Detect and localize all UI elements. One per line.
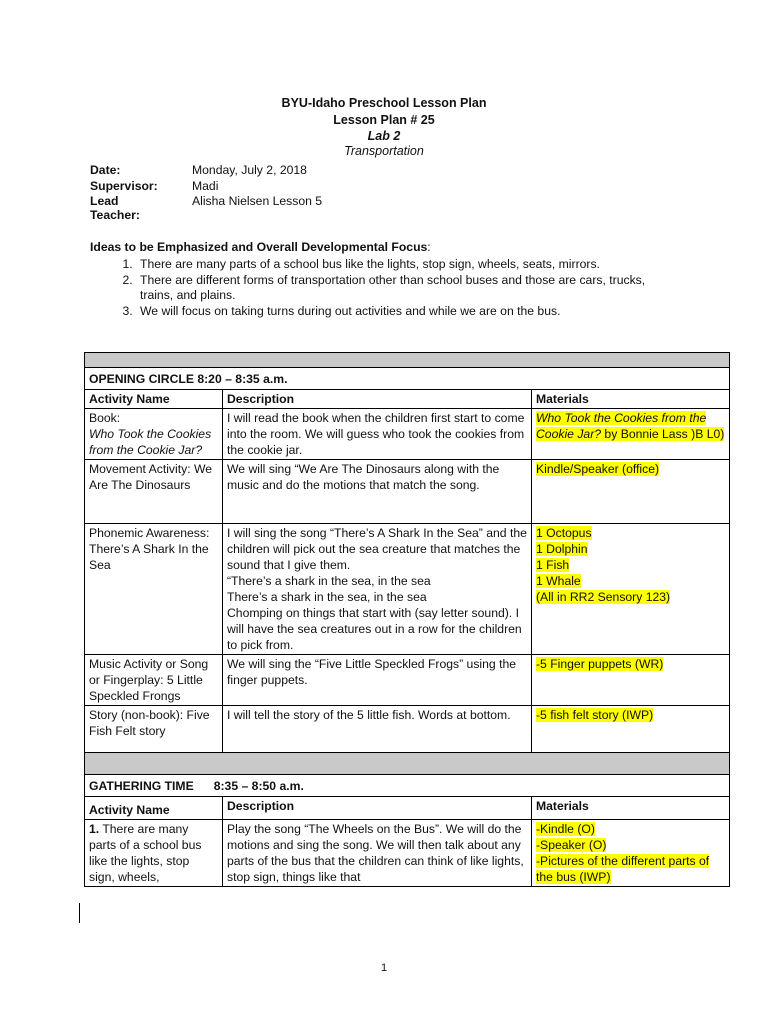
section-title: OPENING CIRCLE 8:20 – 8:35 a.m. xyxy=(85,368,730,390)
description-cell: I will sing the song “There’s A Shark In the Sea” and the children will pick out the sea creature that matches the sound that I give them. “There’s a shark in the sea, in the sea There’s a shark in the sea, in the sea Chomping on things that start with (say letter sound). I will have the sea creatures out in a row for the children to pick from. xyxy=(223,524,532,655)
materials-cell: Kindle/Speaker (office) xyxy=(532,460,730,524)
document-title: BYU-Idaho Preschool Lesson Plan xyxy=(281,96,487,110)
section-title: GATHERING TIME 8:35 – 8:50 a.m. xyxy=(85,775,730,797)
col-materials: Materials xyxy=(532,390,730,409)
meta-label: Lead Teacher: xyxy=(90,194,140,222)
section-band xyxy=(85,353,730,368)
activity-cell: Book: Who Took the Cookies from the Cookie Jar? xyxy=(85,409,223,460)
lab-label: Lab 2 xyxy=(367,129,401,143)
table-row xyxy=(85,409,730,460)
page-number: 1 xyxy=(380,962,388,974)
table-row xyxy=(85,820,730,887)
activity-cell: Movement Activity: We Are The Dinosaurs xyxy=(85,460,223,524)
opening-circle-header xyxy=(85,368,730,390)
column-header-row xyxy=(85,390,730,409)
idea-item: 2. There are different forms of transportation other than school buses and those are cars, trucks, trains, and plains. xyxy=(136,273,680,304)
materials-cell: -Kindle (O) -Speaker (O) -Pictures of the different parts of the bus (IWP) xyxy=(532,820,730,887)
table-row xyxy=(85,655,730,706)
ideas-list xyxy=(90,257,680,319)
activity-cell: Music Activity or Song or Fingerplay: 5 Little Speckled Frongs xyxy=(85,655,223,706)
table-row xyxy=(85,706,730,753)
gathering-time-header xyxy=(85,775,730,797)
meta-label: Date: xyxy=(90,163,121,177)
materials-cell: Who Took the Cookies from the Cookie Jar? by Bonnie Lass )B L0) xyxy=(532,409,730,460)
col-description: Description xyxy=(223,390,532,409)
description-cell: We will sing “We Are The Dinosaurs along with the music and do the motions that match the song. xyxy=(223,460,532,524)
idea-item: 3. We will focus on taking turns during out activities and while we are on the bus. xyxy=(136,304,680,320)
activity-cell: 1. There are many parts of a school bus like the lights, stop sign, wheels, xyxy=(85,820,223,887)
ideas-heading: Ideas to be Emphasized and Overall Developmental Focus: xyxy=(90,240,431,254)
column-header-row xyxy=(85,797,730,820)
col-description: Description xyxy=(223,797,532,820)
description-cell: Play the song “The Wheels on the Bus”. We will do the motions and sing the song. We will then talk about any parts of the bus that the children can think of like lights, stop sign, things like that xyxy=(223,820,532,887)
activity-cell: Phonemic Awareness: There’s A Shark In the Sea xyxy=(85,524,223,655)
activity-cell: Story (non-book): Five Fish Felt story xyxy=(85,706,223,753)
description-cell: I will tell the story of the 5 little fish. Words at bottom. xyxy=(223,706,532,753)
idea-item: 1. There are many parts of a school bus like the lights, stop sign, wheels, seats, mirrors. xyxy=(136,257,680,273)
materials-cell: -5 fish felt story (IWP) xyxy=(532,706,730,753)
materials-cell: -5 Finger puppets (WR) xyxy=(532,655,730,706)
margin-mark xyxy=(79,903,80,923)
materials-cell: 1 Octopus 1 Dolphin 1 Fish 1 Whale (All in RR2 Sensory 123) xyxy=(532,524,730,655)
section-band xyxy=(85,753,730,775)
table-row xyxy=(85,524,730,655)
description-cell: We will sing the “Five Little Speckled Frogs” using the finger puppets. xyxy=(223,655,532,706)
description-cell: I will read the book when the children first start to come into the room. We will guess who took the cookies from the cookie jar. xyxy=(223,409,532,460)
meta-value: Madi xyxy=(192,178,219,193)
col-activity-name: Activity Name xyxy=(85,390,223,409)
col-materials: Materials xyxy=(532,797,730,820)
ideas-section xyxy=(90,240,680,319)
col-activity-name: Activity Name xyxy=(85,797,223,820)
lesson-topic: Transportation xyxy=(344,144,424,158)
table-row xyxy=(85,460,730,524)
meta-value: Monday, July 2, 2018 xyxy=(192,163,307,177)
lesson-table xyxy=(84,352,730,887)
meta-value: Alisha Nielsen Lesson 5 xyxy=(192,194,323,208)
meta-label: Supervisor: xyxy=(90,178,158,193)
lesson-plan-number: Lesson Plan # 25 xyxy=(333,113,435,127)
